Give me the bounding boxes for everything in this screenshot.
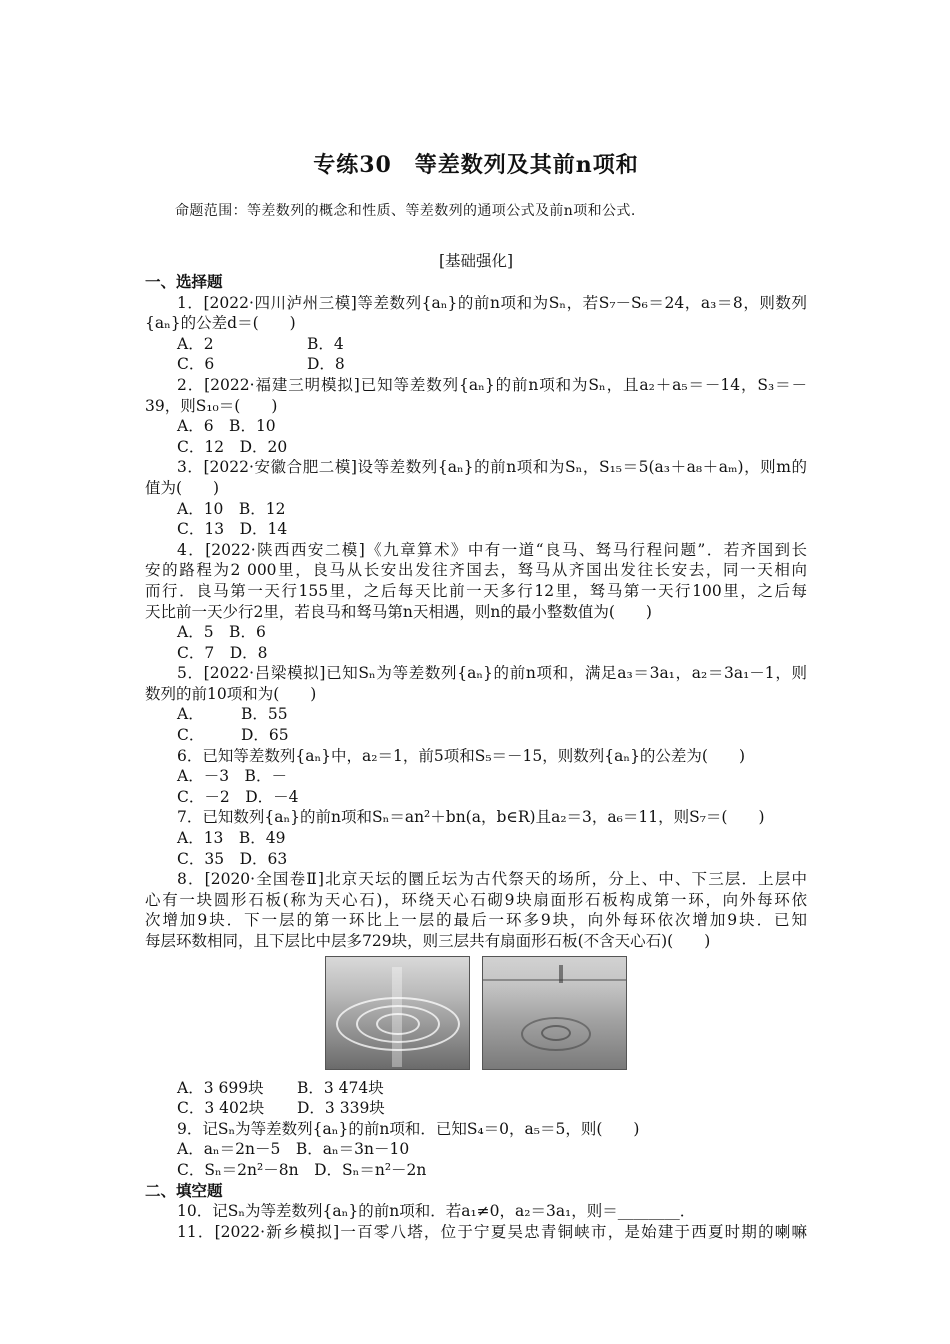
option-b: B．55 [241,705,288,724]
question-2-line-2: 39，则S₁₀＝( ) [145,396,278,415]
question-1-options-cd [145,354,807,375]
question-4-options-ab: A．5 B．6 [177,623,266,642]
question-6-options-cd: C．－2 D．－4 [177,787,299,806]
question-8-line-4: 每层环数相同，且下层比中层多729块，则三层共有扇面形石板(不含天心石)( ) [145,932,711,950]
question-8-options-ab [145,1078,807,1099]
question-2-line-1: 2．[2022·福建三明模拟]已知等差数列{aₙ}的前n项和为Sₙ，且a₂＋a₅＝－14，S₃＝－ [177,375,807,394]
page-title: 专练30 等差数列及其前n项和 [313,152,639,178]
question-8-line-3: 次增加9块．下一层的第一环比上一层的最后一环多9块，向外每环依次增加9块．已知 [145,911,807,930]
question-7-line-1: 7．已知数列{aₙ}的前n项和Sₙ＝an²＋bn(a，b∈R)且a₂＝3，a₆＝11，则S₇＝( ) [177,808,765,827]
option-a: A． [177,705,204,724]
question-5-options-ab [145,704,807,725]
question-1-options-ab [145,334,807,355]
question-4-line-2: 安的路程为2 000里，良马从长安出发往齐国去，驽马从齐国出发往长安去，同一天相向 [145,561,807,580]
option-b: B．3 474块 [297,1078,384,1097]
option-c: C． [177,726,205,745]
question-7-options-ab: A．13 B．49 [177,829,286,848]
question-11-line-1: 11．[2022·新乡模拟]一百零八塔，位于宁夏吴忠青铜峡市，是始建于西夏时期的喇嘛 [177,1222,807,1241]
topic-scope: 命题范围：等差数列的概念和性质、等差数列的通项公式及前n项和公式. [175,203,636,219]
section-tag: [基础强化] [438,252,514,270]
option-b: B．4 [307,334,344,353]
question-5-options-cd [145,725,807,746]
question-10-line-1: 10．记Sₙ为等差数列{aₙ}的前n项和．若a₁≠0，a₂＝3a₁，则＝________． [177,1202,696,1221]
question-3-line-1: 3．[2022·安徽合肥二模]设等差数列{aₙ}的前n项和为Sₙ，S₁₅＝5(a₃＋a₈＋aₘ)，则m的 [177,458,807,477]
question-1-line-2: {aₙ}的公差d＝( ) [145,314,296,333]
question-9-line-1: 9．记Sₙ为等差数列{aₙ}的前n项和．已知S₄＝0，a₅＝5，则( ) [177,1119,640,1138]
question-6-line-1: 6．已知等差数列{aₙ}中，a₂＝1，前5项和S₅＝－15，则数列{aₙ}的公差为( ) [177,746,746,765]
question-3-line-2: 值为( ) [145,478,220,497]
question-8-figures [145,956,807,1070]
question-4-line-1: 4．[2022·陕西西安二模]《九章算术》中有一道“良马、驽马行程问题”．若齐国到长 [177,540,807,559]
question-3-options-cd: C．13 D．14 [177,520,288,539]
option-c: C．6 [177,355,215,374]
part-heading-fill: 二、填空题 [145,1180,223,1200]
option-c: C．3 402块 [177,1099,265,1118]
question-4-options-cd: C．7 D．8 [177,643,268,662]
question-2-options-ab: A．6 B．10 [177,417,276,436]
option-d: D．65 [241,726,289,745]
question-7-options-cd: C．35 D．63 [177,849,288,868]
question-8-line-1: 8．[2020·全国卷Ⅱ]北京天坛的圜丘坛为古代祭天的场所，分上、中、下三层．上层中 [177,870,807,889]
question-3-options-ab: A．10 B．12 [177,499,286,518]
question-6-options-ab: A．－3 B．－ [177,767,287,786]
question-5-line-2: 数列的前10项和为( ) [145,684,317,703]
question-8-options-cd [145,1098,807,1119]
option-d: D．3 339块 [297,1099,385,1118]
question-2-options-cd: C．12 D．20 [177,437,288,456]
temple-of-heaven-photo-altar [325,956,470,1070]
option-a: A．3 699块 [177,1078,264,1097]
question-4-line-4: 天比前一天少行2里，若良马和驽马第n天相遇，则n的最小整数值为( ) [145,602,652,621]
question-9-options-cd: C．Sₙ＝2n²－8n D．Sₙ＝n²－2n [177,1160,427,1179]
question-8-line-2: 心有一块圆形石板(称为天心石)，环绕天心石砌9块扇面形石板构成第一环，向外每环依 [145,890,807,909]
question-4-line-3: 而行．良马第一天行155里，之后每天比前一天多行12里，驽马第一天行100里，之后每 [145,581,807,600]
document-page [145,150,807,1242]
part-heading-choice: 一、选择题 [145,272,223,291]
option-d: D．8 [307,355,345,374]
option-a: A．2 [177,334,214,353]
question-5-line-1: 5．[2022·吕梁模拟]已知Sₙ为等差数列{aₙ}的前n项和，满足a₃＝3a₁，a₂＝3a₁－1，则 [177,664,807,683]
question-9-options-ab: A．aₙ＝2n－5 B．aₙ＝3n－10 [177,1140,410,1159]
question-1-line-1: 1．[2022·四川泸州三模]等差数列{aₙ}的前n项和为Sₙ，若S₇－S₆＝24，a₃＝8，则数列 [177,293,807,312]
temple-of-heaven-photo-center-stone [482,956,627,1070]
